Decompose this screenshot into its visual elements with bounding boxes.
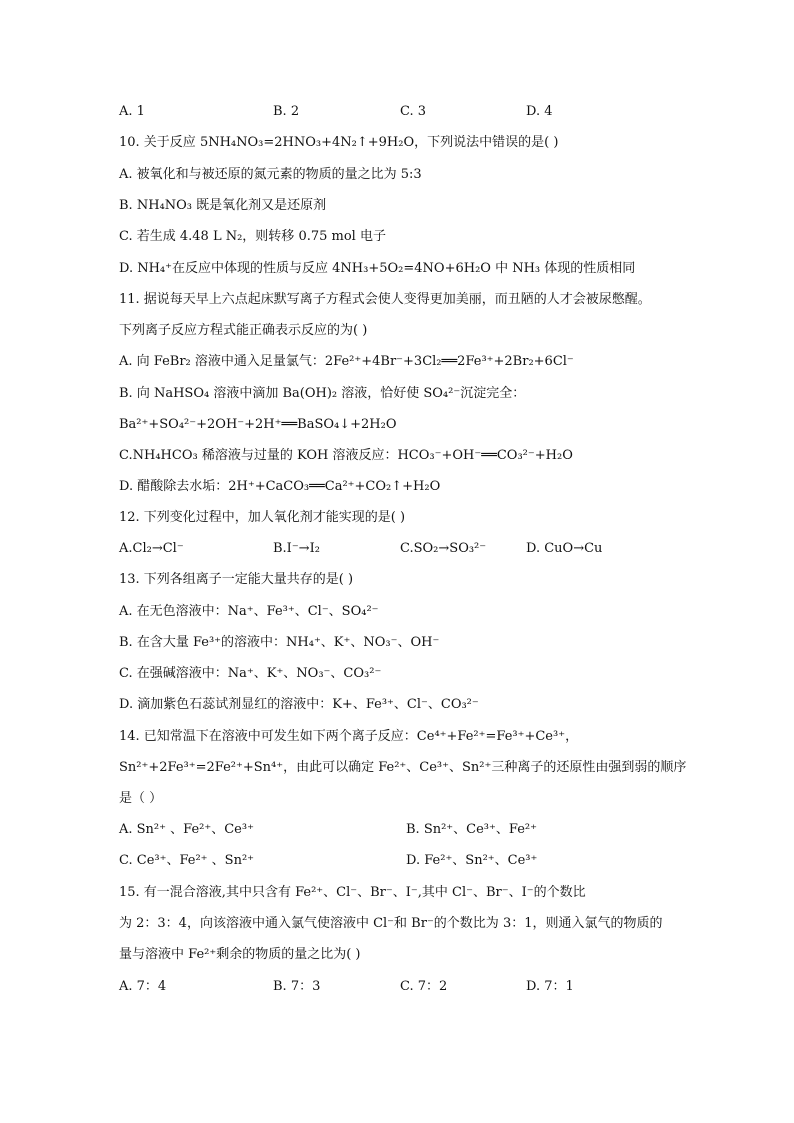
q15-option-c: C. 7：2 [400, 979, 448, 994]
q14-option-d: D. Fe²⁺、Sn²⁺、Ce³⁺ [406, 853, 538, 868]
q10-option-d: D. NH₄⁺在反应中体现的性质与反应 4NH₃+5O₂=4NO+6H₂O 中 NH₃ 体现的性质相同 [119, 261, 636, 276]
q10-stem: 10. 关于反应 5NH₄NO₃=2HNO₃+4N₂↑+9H₂O，下列说法中错误的是( ) [119, 135, 559, 150]
q11-option-c: C.NH₄HCO₃ 稀溶液与过量的 KOH 溶液反应：HCO₃⁻+OH⁻══CO₃²⁻+H₂O [119, 448, 573, 463]
q13-option-a: A. 在无色溶液中：Na⁺、Fe³⁺、Cl⁻、SO₄²⁻ [119, 604, 379, 619]
q12-option-c: C.SO₂→SO₃²⁻ [400, 541, 487, 556]
q10-option-c: C. 若生成 4.48 L N₂，则转移 0.75 mol 电子 [119, 229, 386, 244]
q12-option-d: D. CuO→Cu [526, 541, 603, 556]
q9-option-b: B. 2 [273, 104, 300, 119]
q13-option-d: D. 滴加紫色石蕊试剂显红的溶液中：K+、Fe³⁺、Cl⁻、CO₃²⁻ [119, 697, 479, 712]
q9-option-a: A. 1 [119, 104, 145, 119]
q11-option-b-line2: Ba²⁺+SO₄²⁻+2OH⁻+2H⁺══BaSO₄↓+2H₂O [119, 417, 397, 432]
q10-option-a: A. 被氧化和与被还原的氮元素的物质的量之比为 5:3 [119, 167, 422, 182]
q14-stem-line3: 是（ ） [119, 791, 163, 806]
q11-option-d: D. 醋酸除去水垢：2H⁺+CaCO₃══Ca²⁺+CO₂↑+H₂O [119, 479, 441, 494]
q14-stem-line2: Sn²⁺+2Fe³⁺=2Fe²⁺+Sn⁴⁺，由此可以确定 Fe²⁺、Ce³⁺、Sn²⁺三种离子的还原性由强到弱的顺序 [119, 760, 687, 775]
q14-option-c: C. Ce³⁺、Fe²⁺ 、Sn²⁺ [119, 853, 255, 868]
q12-option-a: A.Cl₂→Cl⁻ [119, 541, 184, 556]
q15-stem-line2: 为 2：3：4，向该溶液中通入氯气使溶液中 Cl⁻和 Br⁻的个数比为 3：1，则通入氯气的物质的 [119, 916, 663, 931]
q15-option-d: D. 7：1 [526, 979, 574, 994]
q15-stem-line1: 15. 有一混合溶液,其中只含有 Fe²⁺、Cl⁻、Br⁻、I⁻,其中 Cl⁻、Br⁻、I⁻的个数比 [119, 885, 586, 900]
q11-stem-line2: 下列离子反应方程式能正确表示反应的为( ) [119, 323, 368, 338]
q11-option-a: A. 向 FeBr₂ 溶液中通入足量氯气：2Fe²⁺+4Br⁻+3Cl₂══2Fe³⁺+2Br₂+6Cl⁻ [119, 354, 574, 369]
q9-option-c: C. 3 [400, 104, 427, 119]
q15-option-a: A. 7：4 [119, 979, 167, 994]
q12-option-b: B.I⁻→I₂ [273, 541, 320, 556]
q13-option-b: B. 在含大量 Fe³⁺的溶液中：NH₄⁺、K⁺、NO₃⁻、OH⁻ [119, 635, 440, 650]
q14-stem-line1: 14. 已知常温下在溶液中可发生如下两个离子反应：Ce⁴⁺+Fe²⁺=Fe³⁺+Ce³⁺， [119, 729, 579, 744]
q11-stem-line1: 11. 据说每天早上六点起床默写离子方程式会使人变得更加美丽，而丑陋的人才会被尿憋醒。 [119, 292, 651, 307]
q10-option-b: B. NH₄NO₃ 既是氧化剂又是还原剂 [119, 198, 327, 213]
q13-option-c: C. 在强碱溶液中：Na⁺、K⁺、NO₃⁻、CO₃²⁻ [119, 666, 382, 681]
q14-option-a: A. Sn²⁺ 、Fe²⁺、Ce³⁺ [119, 822, 254, 837]
q15-stem-line3: 量与溶液中 Fe²⁺剩余的物质的量之比为( ) [119, 947, 361, 962]
q9-option-d: D. 4 [526, 104, 553, 119]
q13-stem: 13. 下列各组离子一定能大量共存的是( ) [119, 572, 354, 587]
q14-option-b: B. Sn²⁺、Ce³⁺、Fe²⁺ [406, 822, 537, 837]
q11-option-b-line1: B. 向 NaHSO₄ 溶液中滴加 Ba(OH)₂ 溶液，恰好使 SO₄²⁻沉淀完全： [119, 386, 526, 401]
q12-stem: 12. 下列变化过程中，加人氧化剂才能实现的是( ) [119, 510, 406, 525]
q15-option-b: B. 7：3 [273, 979, 321, 994]
